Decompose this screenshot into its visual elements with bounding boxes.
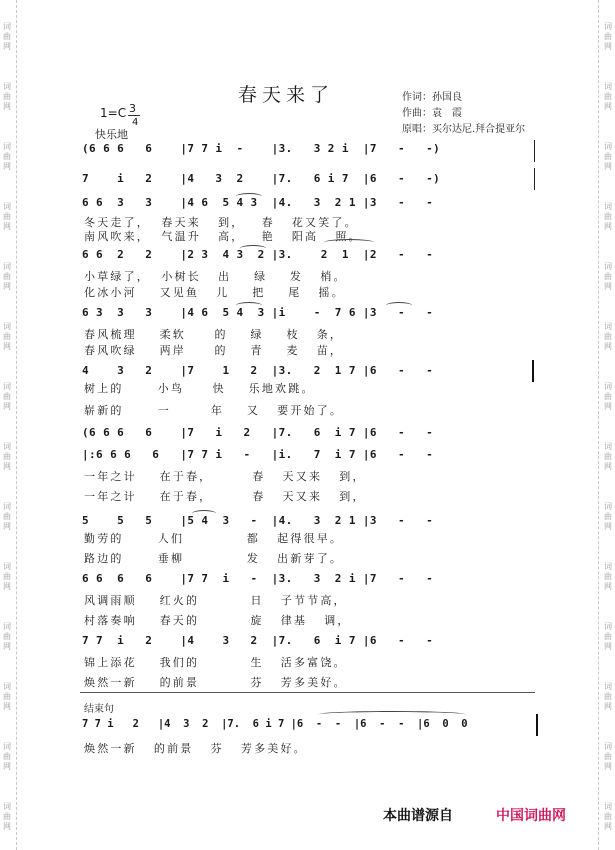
watermark-char: 网 <box>604 42 612 51</box>
watermark-char: 网 <box>604 822 612 831</box>
lyric-line: 春风梳理 柔软 的 绿 枝 条， <box>84 328 344 341</box>
watermark-char: 词 <box>604 262 612 271</box>
watermark-group <box>2 22 12 52</box>
watermark-char: 网 <box>604 402 612 411</box>
right-margin-line <box>598 0 599 850</box>
slur-arc <box>240 245 266 252</box>
watermark-char: 词 <box>3 142 11 151</box>
watermark-group <box>603 502 613 532</box>
watermark-char: 网 <box>3 162 11 171</box>
watermark-group <box>603 382 613 412</box>
watermark-group <box>603 562 613 592</box>
watermark-char: 曲 <box>3 152 11 161</box>
watermark-char: 网 <box>3 582 11 591</box>
watermark-group <box>603 142 613 172</box>
tie-arc <box>318 711 466 718</box>
watermark-char: 词 <box>3 502 11 511</box>
lyric-line: 化冰小河 又见鱼 儿 把 尾 摇。 <box>84 286 345 299</box>
watermark-char: 词 <box>604 682 612 691</box>
watermark-char: 词 <box>604 622 612 631</box>
left-margin-line <box>16 0 17 850</box>
singer-credit: 原唱：买尔达尼.拜合提亚尔 <box>402 124 526 135</box>
lyric-line: 南风吹来， 气温升 高， 艳 阳高 照。 <box>84 230 362 243</box>
notation-row: 6 6 6 6 |7 7 i - |3. 3 2 i |7 - - <box>82 572 434 585</box>
watermark-char: 曲 <box>3 452 11 461</box>
watermark-char: 网 <box>604 462 612 471</box>
watermark-char: 曲 <box>3 392 11 401</box>
watermark-char: 网 <box>604 222 612 231</box>
watermark-char: 网 <box>3 522 11 531</box>
lyric-line: 春风吹绿 两岸 的 青 麦 苗， <box>84 344 344 357</box>
watermark-char: 网 <box>3 102 11 111</box>
lyric-line: 小草绿了， 小树长 出 绿 发 梢。 <box>84 270 347 283</box>
watermark-group <box>603 322 613 352</box>
watermark-char: 曲 <box>604 32 612 41</box>
time-signature-bar <box>128 115 140 116</box>
bar-line <box>534 168 535 190</box>
key-signature: 1=C <box>100 106 127 120</box>
watermark-char: 网 <box>604 642 612 651</box>
watermark-group <box>2 622 12 652</box>
watermark-char: 网 <box>604 762 612 771</box>
watermark-char: 曲 <box>604 92 612 101</box>
watermark-char: 网 <box>604 582 612 591</box>
notation-row: (6 6 6 6 |7 i 2 |7. 6 i 7 |6 - - <box>82 426 434 439</box>
watermark-char: 词 <box>3 382 11 391</box>
watermark-char: 曲 <box>604 752 612 761</box>
notation-row-ending: 7 7 i 2 |4 3 2 |7. 6 i 7 |6 - - |6 - - |6 0 0 <box>82 718 468 730</box>
watermark-char: 网 <box>3 822 11 831</box>
watermark-char: 网 <box>604 282 612 291</box>
watermark-char: 词 <box>3 682 11 691</box>
repeat-end-bar <box>532 360 534 382</box>
tempo-marking: 快乐地 <box>95 128 128 141</box>
lyric-line: 风调雨顺 红火的 日 子节节高， <box>84 594 347 607</box>
watermark-char: 词 <box>3 322 11 331</box>
watermark-group <box>2 742 12 772</box>
watermark-char: 词 <box>604 142 612 151</box>
tie-arc <box>324 239 374 246</box>
composer-credit: 作曲：袁 霞 <box>402 108 462 119</box>
watermark-group <box>603 202 613 232</box>
final-bar <box>536 714 538 736</box>
watermark-char: 曲 <box>604 392 612 401</box>
watermark-char: 词 <box>3 622 11 631</box>
time-signature-top: 3 <box>129 102 136 115</box>
watermark-group <box>2 802 12 832</box>
watermark-group <box>603 622 613 652</box>
watermark-group <box>2 322 12 352</box>
notation-row: 5 5 5 |5 4 3 - |4. 3 2 1 |3 - - <box>82 514 434 527</box>
watermark-char: 词 <box>3 262 11 271</box>
watermark-char: 网 <box>604 102 612 111</box>
watermark-group <box>603 442 613 472</box>
watermark-char: 曲 <box>3 632 11 641</box>
lyricist-credit: 作词：孙国良 <box>402 92 462 103</box>
watermark-char: 曲 <box>3 272 11 281</box>
source-label: 本曲谱源自 <box>383 808 453 824</box>
watermark-char: 曲 <box>604 452 612 461</box>
watermark-char: 词 <box>3 82 11 91</box>
watermark-char: 曲 <box>3 32 11 41</box>
watermark-char: 词 <box>604 382 612 391</box>
watermark-char: 曲 <box>3 512 11 521</box>
watermark-char: 曲 <box>604 272 612 281</box>
notation-row: 7 7 i 2 |4 3 2 |7. 6 i 7 |6 - - <box>82 634 434 647</box>
notation-row: 7 i 2 |4 3 2 |7. 6 i 7 |6 - -) <box>82 172 441 185</box>
lyric-line: 树上的 小鸟 快 乐地欢跳。 <box>84 382 315 395</box>
watermark-char: 曲 <box>604 632 612 641</box>
watermark-char: 曲 <box>3 692 11 701</box>
watermark-group <box>603 742 613 772</box>
watermark-char: 网 <box>3 282 11 291</box>
ending-section-label: 结束句 <box>84 704 114 715</box>
watermark-char: 词 <box>604 82 612 91</box>
watermark-char: 曲 <box>3 752 11 761</box>
watermark-char: 网 <box>3 342 11 351</box>
watermark-char: 词 <box>3 802 11 811</box>
notation-row: 6 6 2 2 |2 3 4 3 2 |3. 2 1 |2 - - <box>82 248 434 261</box>
watermark-char: 词 <box>604 322 612 331</box>
watermark-group <box>603 682 613 712</box>
watermark-char: 曲 <box>604 512 612 521</box>
watermark-char: 网 <box>604 342 612 351</box>
lyric-line: 村落奏响 春天的 旋 律基 调， <box>84 614 351 627</box>
ending-divider <box>80 692 535 693</box>
watermark-group <box>2 142 12 172</box>
watermark-char: 网 <box>604 702 612 711</box>
slur-arc <box>192 510 216 517</box>
left-watermark-strip <box>0 0 14 850</box>
watermark-char: 网 <box>3 702 11 711</box>
watermark-char: 网 <box>3 642 11 651</box>
watermark-group <box>603 22 613 52</box>
song-title: 春天来了 <box>238 84 335 106</box>
watermark-char: 曲 <box>604 332 612 341</box>
watermark-char: 曲 <box>604 812 612 821</box>
watermark-char: 词 <box>604 442 612 451</box>
watermark-char: 词 <box>3 562 11 571</box>
watermark-group <box>2 202 12 232</box>
watermark-char: 网 <box>3 42 11 51</box>
watermark-char: 词 <box>3 22 11 31</box>
watermark-char: 曲 <box>3 812 11 821</box>
watermark-char: 词 <box>604 202 612 211</box>
lyric-line: 冬天走了， 春天来 到， 春 花又笑了。 <box>84 216 358 229</box>
notation-row: |:6 6 6 6 |7 7 i - |i. 7 i 7 |6 - - <box>82 448 434 461</box>
watermark-group <box>603 262 613 292</box>
watermark-char: 词 <box>604 562 612 571</box>
watermark-char: 曲 <box>604 692 612 701</box>
watermark-char: 词 <box>3 742 11 751</box>
slur-arc <box>386 302 412 309</box>
notation-row: 6 6 3 3 |4 6 5 4 3 |4. 3 2 1 |3 - - <box>82 196 434 209</box>
watermark-group <box>2 442 12 472</box>
time-signature-bottom: 4 <box>132 117 139 128</box>
watermark-char: 词 <box>604 742 612 751</box>
watermark-char: 词 <box>3 442 11 451</box>
watermark-char: 曲 <box>604 152 612 161</box>
right-watermark-strip <box>601 0 615 850</box>
watermark-group <box>2 82 12 112</box>
lyric-line: 焕然一新 的前景 芬 芳多美好。 <box>84 676 347 689</box>
watermark-char: 网 <box>604 522 612 531</box>
watermark-group <box>2 262 12 292</box>
slur-arc <box>236 302 262 309</box>
bar-line <box>534 140 535 162</box>
watermark-char: 词 <box>3 202 11 211</box>
watermark-char: 曲 <box>604 212 612 221</box>
watermark-char: 曲 <box>3 212 11 221</box>
lyric-line: 一年之计 在于春， 春 天又来 到， <box>84 490 366 503</box>
notation-row: 4 3 2 |7 1 2 |3. 2 1 7 |6 - - <box>82 364 434 377</box>
watermark-char: 词 <box>604 502 612 511</box>
site-name[interactable]: 中国词曲网 <box>496 808 566 824</box>
notation-row: (6 6 6 6 |7 7 i - |3. 3 2 i |7 - -) <box>82 142 441 155</box>
lyric-line: 勤劳的 人们 都 起得很早。 <box>84 532 344 545</box>
watermark-char: 曲 <box>3 92 11 101</box>
watermark-char: 曲 <box>604 572 612 581</box>
watermark-group <box>2 562 12 592</box>
watermark-group <box>2 502 12 532</box>
watermark-char: 网 <box>3 402 11 411</box>
lyric-line: 路边的 垂柳 发 出新芽了。 <box>84 552 344 565</box>
watermark-group <box>2 682 12 712</box>
watermark-char: 曲 <box>3 572 11 581</box>
lyric-line: 一年之计 在于春， 春 天又来 到， <box>84 470 366 483</box>
lyric-line: 锦上添花 我们的 生 活多富饶。 <box>84 656 347 669</box>
notation-row: 6 3 3 3 |4 6 5 4 3 |i - 7 6 |3 - - <box>82 306 434 319</box>
watermark-group <box>2 382 12 412</box>
slur-arc <box>236 193 262 200</box>
lyric-line: 崭新的 一 年 又 要开始了。 <box>84 404 344 417</box>
watermark-char: 曲 <box>3 332 11 341</box>
watermark-char: 词 <box>604 22 612 31</box>
watermark-char: 网 <box>3 222 11 231</box>
watermark-group <box>603 802 613 832</box>
lyric-line-ending: 焕然一新 的前景 芬 芳多美好。 <box>84 742 307 755</box>
watermark-char: 网 <box>3 462 11 471</box>
watermark-char: 网 <box>604 162 612 171</box>
watermark-group <box>603 82 613 112</box>
watermark-char: 词 <box>604 802 612 811</box>
watermark-char: 网 <box>3 762 11 771</box>
